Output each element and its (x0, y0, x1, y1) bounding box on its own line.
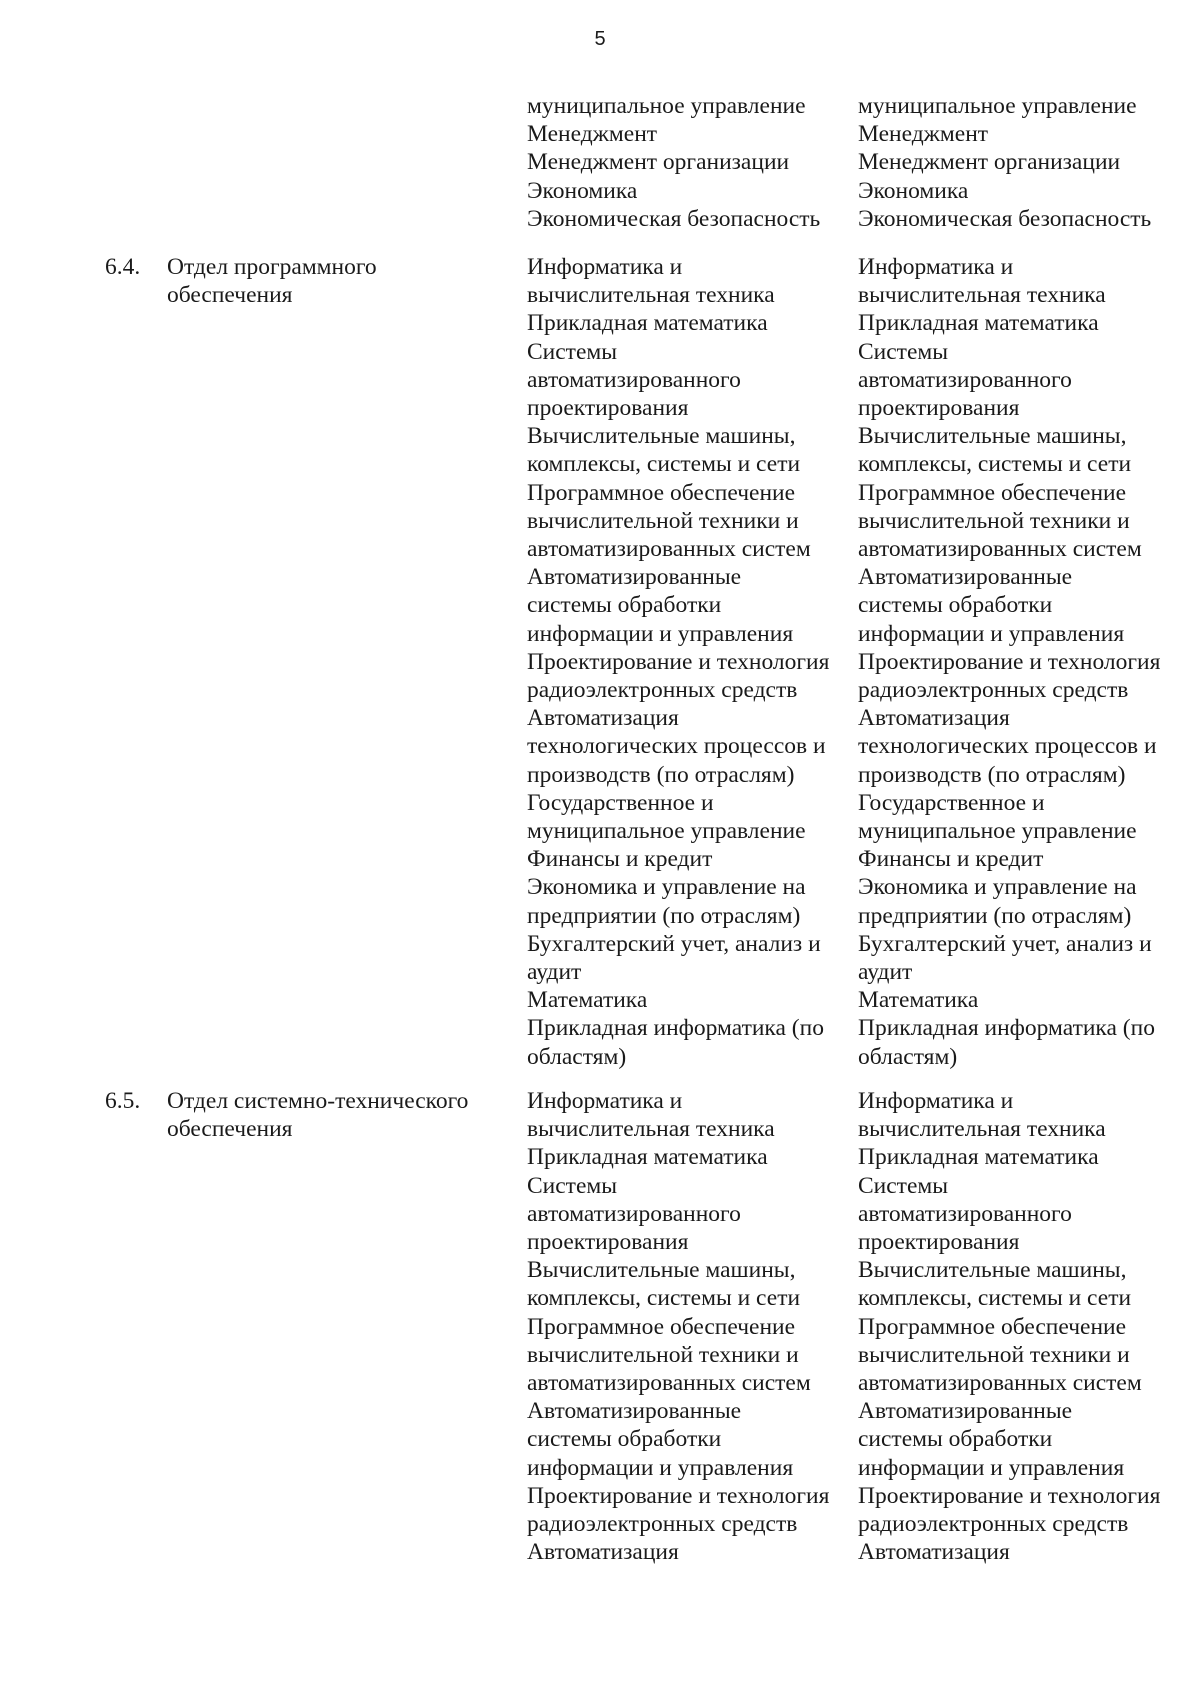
text-line: Финансы и кредит (858, 846, 1044, 873)
text-line: Проектирование и технология (858, 1482, 1161, 1509)
text-line: автоматизированного (858, 366, 1072, 393)
text-line: муниципальное управление (858, 93, 1137, 119)
text-line: Государственное и (858, 789, 1045, 816)
text-line: вычислительной техники и (527, 507, 799, 534)
text-line: Менеджмент (527, 121, 658, 148)
text-line: комплексы, системы и сети (527, 451, 801, 478)
specialties-left-list (527, 1087, 829, 1566)
text-line: вычислительная техника (858, 282, 1106, 309)
text-line: аудит (527, 959, 582, 986)
text-line: Информатика и (527, 1088, 683, 1114)
row-number (105, 253, 140, 281)
continuation-left-list (527, 92, 820, 233)
text-line: Вычислительные машины, (527, 1257, 796, 1284)
text-line: Экономика и управление на (527, 874, 806, 901)
text-line: областям) (858, 1043, 958, 1070)
page-number: 5 (594, 28, 606, 50)
text-line: Экономика и управление на (858, 874, 1137, 901)
text-line: Автоматизация (858, 1539, 1010, 1566)
text-line: информации и управления (858, 620, 1125, 647)
text-line: обеспечения (167, 282, 293, 309)
text-line: Автоматизированные (527, 1398, 742, 1425)
text-line: системы обработки (527, 592, 722, 619)
text-line: автоматизированных систем (858, 536, 1142, 563)
text-line: Математика (858, 987, 979, 1014)
text-line: Экономическая безопасность (527, 205, 821, 232)
text-line: Менеджмент (858, 121, 989, 148)
text-line: автоматизированных систем (527, 536, 811, 563)
text-line: Автоматизация (527, 705, 679, 732)
text-line: Программное обеспечение (527, 479, 796, 506)
text-line: Отдел системно-технического (167, 1088, 469, 1114)
text-line: информации и управления (527, 620, 794, 647)
specialties-left-list (527, 253, 829, 1071)
text-line: производств (по отраслям) (858, 761, 1126, 788)
text-line: Автоматизированные (858, 1398, 1073, 1425)
text-line: Вычислительные машины, (858, 1257, 1127, 1284)
text-line: производств (по отраслям) (527, 761, 795, 788)
text-line: информации и управления (858, 1454, 1125, 1481)
text-line: муниципальное управление (527, 818, 806, 845)
text-line: вычислительная техника (527, 1116, 775, 1143)
text-line: автоматизированного (858, 1200, 1072, 1227)
text-line: Системы (527, 1172, 618, 1199)
text-line: Математика (527, 987, 648, 1014)
text-line: Программное обеспечение (858, 479, 1127, 506)
text-line: вычислительной техники и (858, 507, 1130, 534)
text-line: системы обработки (858, 592, 1053, 619)
text-line: Автоматизированные (527, 564, 742, 591)
row-number (105, 1087, 140, 1115)
text-line: Прикладная математика (527, 1144, 768, 1171)
text-line: обеспечения (167, 1116, 293, 1143)
text-line: Автоматизация (858, 705, 1010, 732)
text-line: Проектирование и технология (527, 1482, 830, 1509)
text-line: аудит (858, 959, 913, 986)
text-line: Системы (858, 1172, 949, 1199)
text-line: Автоматизированные (858, 564, 1073, 591)
text-line: Прикладная информатика (по (858, 1015, 1155, 1042)
text-line: системы обработки (858, 1426, 1053, 1453)
text-line: проектирования (858, 395, 1020, 422)
row-number-text: 6.5. (105, 1088, 141, 1114)
text-line: Менеджмент организации (858, 149, 1121, 176)
text-line: Менеджмент организации (527, 149, 790, 176)
text-line: Автоматизация (527, 1539, 679, 1566)
department-name (167, 1087, 468, 1143)
text-line: автоматизированных систем (858, 1370, 1142, 1397)
text-line: Прикладная информатика (по (527, 1015, 824, 1042)
text-line: предприятии (по отраслям) (858, 902, 1132, 929)
text-line: комплексы, системы и сети (527, 1285, 801, 1312)
text-line: радиоэлектронных средств (527, 677, 798, 704)
text-line: Финансы и кредит (527, 846, 713, 873)
text-line: Отдел программного (167, 254, 377, 280)
text-line: проектирования (527, 395, 689, 422)
text-line: муниципальное управление (858, 818, 1137, 845)
text-line: Вычислительные машины, (527, 423, 796, 450)
text-line: радиоэлектронных средств (858, 1511, 1129, 1538)
text-line: Информатика и (527, 254, 683, 280)
specialties-right-list (858, 253, 1160, 1071)
row-number-text: 6.4. (105, 254, 141, 280)
text-line: комплексы, системы и сети (858, 1285, 1132, 1312)
continuation-right-list (858, 92, 1151, 233)
text-line: радиоэлектронных средств (527, 1511, 798, 1538)
text-line: Информатика и (858, 1088, 1014, 1114)
text-line: технологических процессов и (527, 733, 826, 760)
text-line: радиоэлектронных средств (858, 677, 1129, 704)
text-line: Прикладная математика (858, 1144, 1099, 1171)
text-line: вычислительная техника (527, 282, 775, 309)
text-line: вычислительная техника (858, 1116, 1106, 1143)
text-line: проектирования (527, 1229, 689, 1256)
text-line: системы обработки (527, 1426, 722, 1453)
text-line: технологических процессов и (858, 733, 1157, 760)
text-line: комплексы, системы и сети (858, 451, 1132, 478)
text-line: автоматизированного (527, 1200, 741, 1227)
text-line: автоматизированных систем (527, 1370, 811, 1397)
text-line: Экономика (527, 177, 638, 204)
text-line: проектирования (858, 1229, 1020, 1256)
department-name (167, 253, 377, 309)
text-line: Бухгалтерский учет, анализ и (527, 930, 821, 957)
specialties-right-list (858, 1087, 1160, 1566)
text-line: Прикладная математика (858, 310, 1099, 337)
text-line: вычислительной техники и (858, 1341, 1130, 1368)
text-line: областям) (527, 1043, 627, 1070)
text-line: Проектирование и технология (858, 648, 1161, 675)
text-line: Экономическая безопасность (858, 205, 1152, 232)
text-line: Проектирование и технология (527, 648, 830, 675)
text-line: Прикладная математика (527, 310, 768, 337)
text-line: Программное обеспечение (527, 1313, 796, 1340)
text-line: Информатика и (858, 254, 1014, 280)
text-line: Системы (858, 338, 949, 365)
text-line: Бухгалтерский учет, анализ и (858, 930, 1152, 957)
text-line: Системы (527, 338, 618, 365)
text-line: Государственное и (527, 789, 714, 816)
text-line: автоматизированного (527, 366, 741, 393)
text-line: Экономика (858, 177, 969, 204)
text-line: Вычислительные машины, (858, 423, 1127, 450)
text-line: предприятии (по отраслям) (527, 902, 801, 929)
text-line: информации и управления (527, 1454, 794, 1481)
text-line: вычислительной техники и (527, 1341, 799, 1368)
text-line: муниципальное управление (527, 93, 806, 119)
text-line: Программное обеспечение (858, 1313, 1127, 1340)
